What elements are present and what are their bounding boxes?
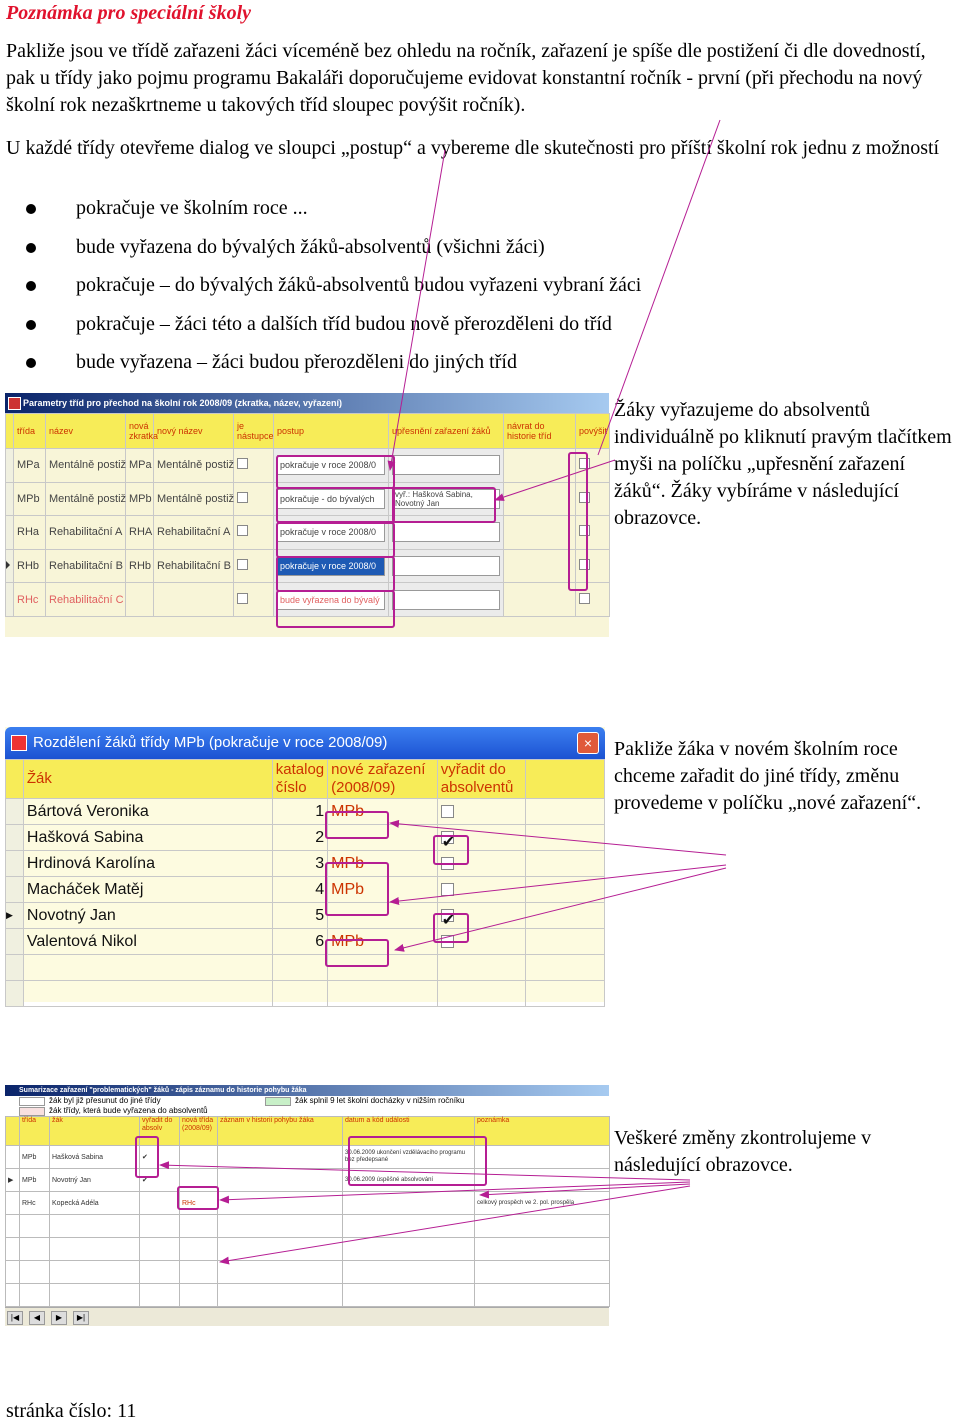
list-item: pokračuje – žáci této a dalších tříd budou nově přerozděleni do tříd <box>26 311 641 350</box>
table-row[interactable]: RHc Kopecká Adéla RHc celkový prospěch ve 2. pol. prospěla <box>6 1192 610 1215</box>
close-button[interactable]: × <box>577 732 599 754</box>
postup-select[interactable]: bude vyřazena do bývalý <box>277 590 385 610</box>
page-number: stránka číslo: 11 <box>6 1400 137 1422</box>
table-row[interactable]: MPb Mentálně postiž MPb Mentálně postiž pokračuje - do bývalých vyř.: Hašková Sabina, Novotný Jan <box>6 482 610 516</box>
page-title: Poznámka pro speciální školy <box>6 2 252 24</box>
table-row[interactable]: Hašková Sabina 2 ✔ <box>6 825 605 851</box>
window-titlebar: Sumarizace zařazení "problematických" žáků - zápis záznamu do historie pohybu žáka <box>5 1085 609 1096</box>
table-row[interactable]: Macháček Matěj 4 MPb <box>6 877 605 903</box>
list-item: pokračuje – do bývalých žáků-absolventů budou vyřazeni vybraní žáci <box>26 272 641 311</box>
last-record-button[interactable]: ▶| <box>73 1311 89 1325</box>
table-row[interactable]: ▶ MPb Novotný Jan ✔ 30.06.2009 úspěšné absolvování <box>6 1169 610 1192</box>
list-item: bude vyřazena – žáci budou přerozděleni do jiných tříd <box>26 349 641 388</box>
note-kontrola: Veškeré změny zkontrolujeme v následující obrazovce. <box>614 1127 872 1176</box>
window-titlebar: Parametry tříd pro přechod na školní rok 2008/09 (zkratka, název, vyřazení) <box>5 393 609 413</box>
table-header: třída žák vyřadit do absolv nová třída (2008/09) záznam v historii pohybu žáka datum a kód události poznámka <box>6 1117 610 1146</box>
table-row[interactable]: MPb Hašková Sabina ✔ 30.06.2009 ukončení vzdělávacího programu bez předepsané <box>6 1146 610 1169</box>
legend: žák třídy, která bude vyřazena do absolventů <box>5 1106 609 1116</box>
checkbox-checked[interactable]: ✔ <box>142 1177 148 1184</box>
next-record-button[interactable]: ▶ <box>51 1311 67 1325</box>
note-vyrazeni: Žáky vyřazujeme do absolventů individuálně po kliknutí pravým tlačítkem myši na políčku „upřesnění zařazení žáků“. Žáky vybíráme v následující obrazovce. <box>614 399 952 529</box>
prev-record-button[interactable]: ◀ <box>29 1311 45 1325</box>
table-row[interactable]: ▶ Novotný Jan 5 ✔ <box>6 903 605 929</box>
checkbox-checked[interactable]: ✔ <box>142 1154 148 1161</box>
new-class-field[interactable]: MPb <box>328 929 438 955</box>
postup-select[interactable]: pokračuje v roce 2008/0 <box>277 522 385 542</box>
window-titlebar: Rozdělení žáků třídy MPb (pokračuje v roce 2008/09) × <box>5 727 605 759</box>
table-row[interactable]: Hrdinová Karolína 3 MPb <box>6 851 605 877</box>
new-class-field[interactable]: MPb <box>328 877 438 903</box>
table-row[interactable]: RHb Rehabilitační B RHb Rehabilitační B pokračuje v roce 2008/0 <box>6 549 610 583</box>
first-record-button[interactable]: |◀ <box>7 1311 23 1325</box>
table-header: třída název nová zkratka nový název je nástupce postup upřesnění zařazení žáků návrat do historie tříd povýšit <box>6 414 610 449</box>
table-row[interactable]: MPa Mentálně postiž MPa Mentálně postiž pokračuje v roce 2008/0 <box>6 449 610 483</box>
paragraph-intro: Pakliže jsou ve třídě zařazeni žáci víceméně bez ohledu na ročník, zařazení je spíše dle postižení či dle dovedností, pak u třídy jako pojmu programu Bakaláři doporučujeme evidovat konstantní ročník - první (při přechodu na nový školní rok nezaškrtneme u takových tříd sloupec povýšit ročník). <box>6 40 926 116</box>
checkbox-checked[interactable]: ✔ <box>441 831 454 844</box>
table-row[interactable]: RHc Rehabilitační C bude vyřazena do bývalý <box>6 583 610 617</box>
table-row[interactable]: Valentová Nikol 6 MPb <box>6 929 605 955</box>
new-class-field[interactable]: MPb <box>328 851 438 877</box>
upresneni-field[interactable]: vyř.: Hašková Sabina, Novotný Jan <box>392 489 500 509</box>
table-row[interactable]: Bártová Veronika 1 MPb <box>6 799 605 825</box>
table-row[interactable]: RHa Rehabilitační A RHA Rehabilitační A pokračuje v roce 2008/0 <box>6 516 610 550</box>
postup-select[interactable]: pokračuje v roce 2008/0 <box>277 455 385 475</box>
list-item: pokračuje ve školním roce ... <box>26 195 641 234</box>
legend: žák byl již přesunut do jiné třídy žák splnil 9 let školní docházky v nižším ročníku <box>5 1096 609 1106</box>
new-class-field[interactable]: MPb <box>328 799 438 825</box>
paragraph-postup: U každé třídy otevřeme dialog ve sloupci „postup“ a vybereme dle skutečnosti pro příští školní rok jednu z možností <box>6 137 940 159</box>
list-item: bude vyřazena do bývalých žáků-absolventů (všichni žáci) <box>26 234 641 273</box>
checkbox-checked[interactable]: ✔ <box>441 909 454 922</box>
table-header: Žák katalog číslo nové zařazení (2008/09) vyřadit do absolventů <box>6 760 605 799</box>
row-pointer-icon: ▶ <box>6 903 24 929</box>
note-zarazeni: Pakliže žáka v novém školním roce chceme zařadit do jiné třídy, změnu provedeme v políčku „nové zařazení“. <box>614 738 922 814</box>
postup-select[interactable]: pokračuje - do bývalých <box>277 489 385 509</box>
row-pointer-icon: ▶ <box>6 1169 20 1192</box>
postup-select[interactable]: pokračuje v roce 2008/0 <box>277 556 385 576</box>
